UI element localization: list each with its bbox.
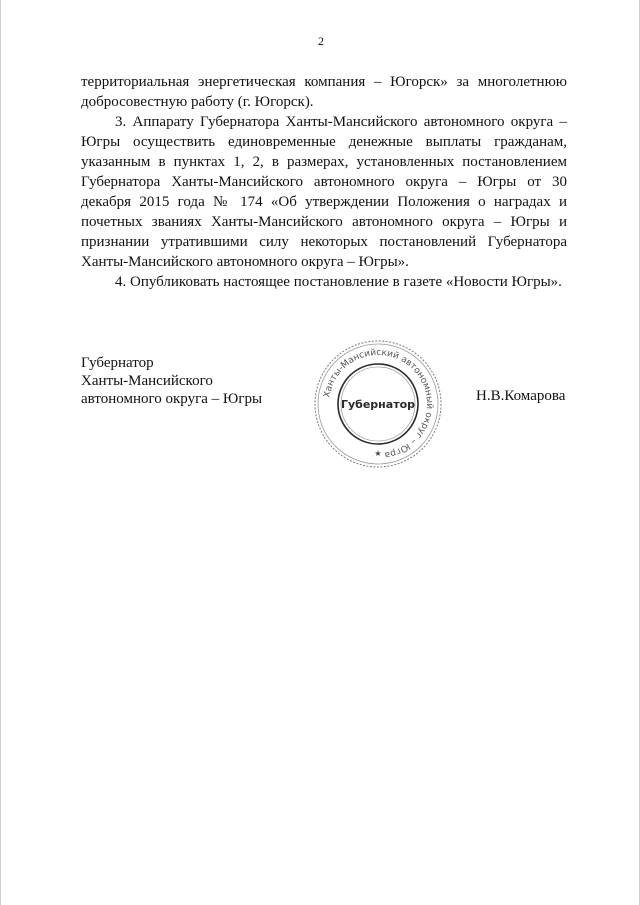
signatory-title <box>81 354 262 408</box>
signatory-name: Н.В.Комарова <box>476 388 566 404</box>
seal-ring-text: Ханты-Мансийский автономный округ – Югра <box>322 347 435 460</box>
signatory-title-line: автономного округа – Югры <box>81 391 263 407</box>
official-seal <box>312 338 444 470</box>
paragraph-item-3: 3. Аппарату Губернатора Ханты-Мансийского автономного округа – Югры осуществить единовременные денежные выплаты гражданам, указанным в пунктах 1, 2, в размерах, установленных постановлением Губернатора Ханты-Мансийского автономного округа – Югры от 30 декабря 2015 года № 174 «Об утверждении Положения о наградах и почетных званиях Ханты-Мансийского автономного округа – Югры и признании утратившими силу некоторых постановлений Губернатора Ханты-Мансийского автономного округа – Югры». <box>81 114 567 270</box>
signatory-title-line: Губернатор <box>81 355 154 371</box>
document-body <box>81 72 567 292</box>
signatory-title-line: Ханты-Мансийского <box>81 373 213 389</box>
paragraph-item-4: 4. Опубликовать настоящее постановление в газете «Новости Югры». <box>115 274 562 290</box>
seal-center-text: Губернатор <box>340 398 416 411</box>
seal-star-icon: ★ <box>374 449 382 458</box>
paragraph-continuation: территориальная энергетическая компания – Югорск» за многолетнюю добросовестную работу (г. Югорск). <box>81 74 567 110</box>
page-number: 2 <box>318 34 324 48</box>
